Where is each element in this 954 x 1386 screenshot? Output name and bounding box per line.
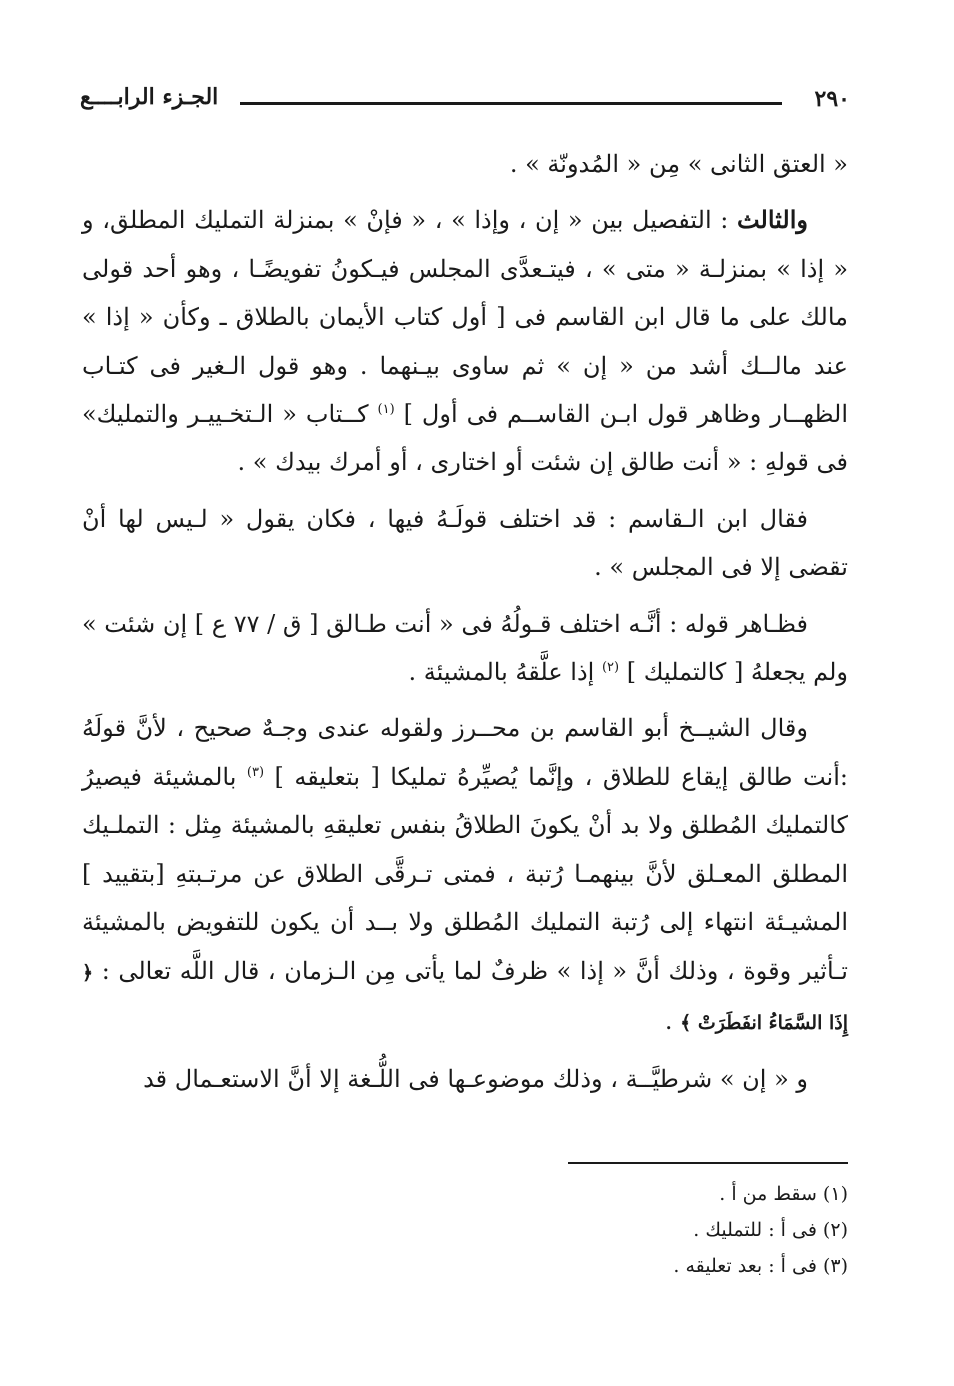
- footnotes: [348, 1176, 848, 1284]
- footnote-ref-3: (٣): [246, 764, 265, 780]
- main-text: [82, 140, 848, 1112]
- paragraph-lead-word: والثالث: [736, 205, 808, 235]
- running-title: الجـزء الرابــــع: [80, 84, 219, 110]
- page-number: ٢٩٠: [814, 86, 850, 112]
- paragraph-4: فظـاهر قوله : أنَّـه اختلف قـولُهُ فى « أنت طـالق [ ق / ٧٧ ع ] إن شئت » ولم يجعلهُ [ كالتمليك ] $^{(٢)}$ إذا علَّقهُ بالمشيئة .: [81, 609, 848, 687]
- page-header: [80, 84, 850, 124]
- footnote-3: (٣) فى أ : بعد تعليقه .: [673, 1255, 848, 1277]
- paragraph-1: « العتق الثانى » مِن « المُدونّة » .: [509, 150, 848, 178]
- footnote-1: (١) سقط من أ .: [719, 1183, 848, 1205]
- footnote-ref-2: (٢): [601, 660, 620, 676]
- footnote-ref-1: (١): [377, 402, 395, 418]
- header-rule: [240, 102, 782, 105]
- paragraph-6: و « إن » شرطيَّــة ، وذلك موضوعـها فى اللُّـغة إلا أنَّ الاستعـمال قد: [143, 1065, 808, 1094]
- footnote-2: (٢) فى أ : للتمليك .: [693, 1219, 848, 1241]
- paragraph-5: وقال الشيــخ أبو القاسم بن محــرز ولقوله عندى وجـهٌ صحيح ، لأنَّ قولَهُ :أنت طالق إيقاع للطلاق ، وإنَّما يُصيِّرهُ تمليكا [ بتعليقه ] $^{(٣)}$ بالمشيئة فيصيرُ كالتمليك المُطلق ولا بد أنْ يكونَ الطلاقُ بنفس تعليقهِ بالمشيئة مِثل : التملـيك المطلق المعـلق لأنَّ بينهمـا رُتبة ، فمتى تـرقَّى الطلاق عن مرتـبتهِ [بتقييد ] المشيـئة انتهاء إلى رُتبة التمليك المُطلق ولا بــد أن يكون للتفويض بالمشيئة تـأثير وقوة ، وذلك أنَّ « إذا » ظرفٌ لما يأتى مِن الـزمان ، قال اللَّه تعالى : ﴿ إِذَا السَّمَاءُ انفَطَرَتْ ﴾ .: [82, 714, 848, 1035]
- paragraph-3: فقال ابن الـقاسم : قد اختلف قولَـهُ فيها ، فكان يقول « لـيس لها أنْ تقضى إلا فى المجلس » .: [82, 504, 848, 582]
- footnote-separator: [568, 1162, 848, 1164]
- paragraph-2: والثالث : التفصيل بين « إن ، وإذا » ، « فإنْ » بمنزلة التمليك المطلق، و « إذا » بمنزلـة « متى » ، فيتـعدَّى المجلس فيـكونُ تفويضًـا ، وهو أحد قولى مالك على ما قال ابن القاسم فى [ أول كتاب الأيمان بالطلاق ـ وكأن « إذا » عند مالــك أشد من « إن » ثم ساوى بيـنهما . وهو قول الـغير فى كتـاب الظهــار وظاهر قول ابـن القاســم فى أول ] $^{(١)}$ كــتاب « الـتخـييـر والتمليك» فى قولهِ : « أنت طالق إن شئت أو اختارى ، أو أمرك بيدك » .: [82, 205, 848, 477]
- quran-verse: ﴿ إِذَا السَّمَاءُ انفَطَرَتْ ﴾: [82, 961, 848, 1034]
